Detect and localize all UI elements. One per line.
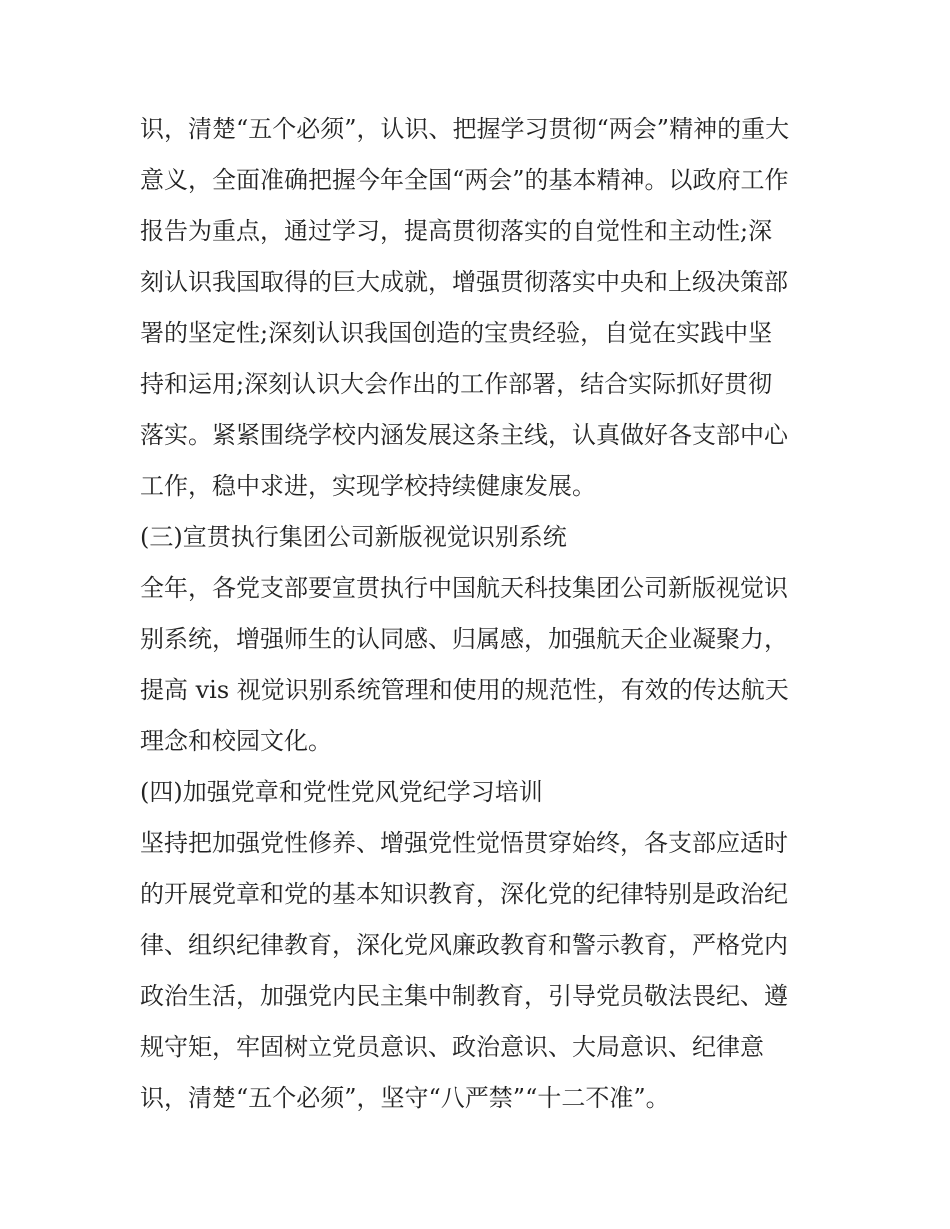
text-line: 意义，全面准确把握今年全国“两会”的基本精神。以政府工作	[140, 166, 789, 194]
text-line: 规守矩，牢固树立党员意识、政治意识、大局意识、纪律意	[140, 1033, 764, 1061]
text-line: 工作，稳中求进，实现学校持续健康发展。	[140, 472, 596, 500]
text-line: 刻认识我国取得的巨大成就，增强贯彻落实中央和上级决策部	[140, 268, 788, 296]
text-line: 报告为重点，通过学习，提高贯彻落实的自觉性和主动性;深	[140, 217, 773, 245]
document-body	[140, 104, 816, 1124]
text-line: 坚持把加强党性修养、增强党性觉悟贯穿始终，各支部应适时	[140, 829, 788, 857]
text-line: 理念和校园文化。	[140, 727, 332, 755]
text-line: 律、组织纪律教育，深化党风廉政教育和警示教育，严格党内	[140, 931, 788, 959]
section-heading-4: (四)加强党章和党性党风党纪学习培训	[140, 778, 543, 806]
section-heading-3: (三)宣贯执行集团公司新版视觉识别系统	[140, 523, 567, 551]
text-line: 识，清楚“五个必须”，认识、把握学习贯彻“两会”精神的重大	[140, 115, 790, 143]
text-line: 提高 vis 视觉识别系统管理和使用的规范性，有效的传达航天	[140, 676, 789, 704]
text-line: 的开展党章和党的基本知识教育，深化党的纪律特别是政治纪	[140, 880, 788, 908]
text-line: 识，清楚“五个必须”，坚守“八严禁”“十二不准”。	[140, 1084, 670, 1112]
text-line: 持和运用;深刻认识大会作出的工作部署，结合实际抓好贯彻	[140, 370, 773, 398]
text-line: 落实。紧紧围绕学校内涵发展这条主线，认真做好各支部中心	[140, 421, 788, 449]
text-line: 政治生活，加强党内民主集中制教育，引导党员敬法畏纪、遵	[140, 982, 788, 1010]
text-line: 别系统，增强师生的认同感、归属感，加强航天企业凝聚力，	[140, 625, 788, 653]
text-line: 全年，各党支部要宣贯执行中国航天科技集团公司新版视觉识	[140, 574, 788, 602]
text-line: 署的坚定性;深刻认识我国创造的宝贵经验，自觉在实践中坚	[140, 319, 773, 347]
